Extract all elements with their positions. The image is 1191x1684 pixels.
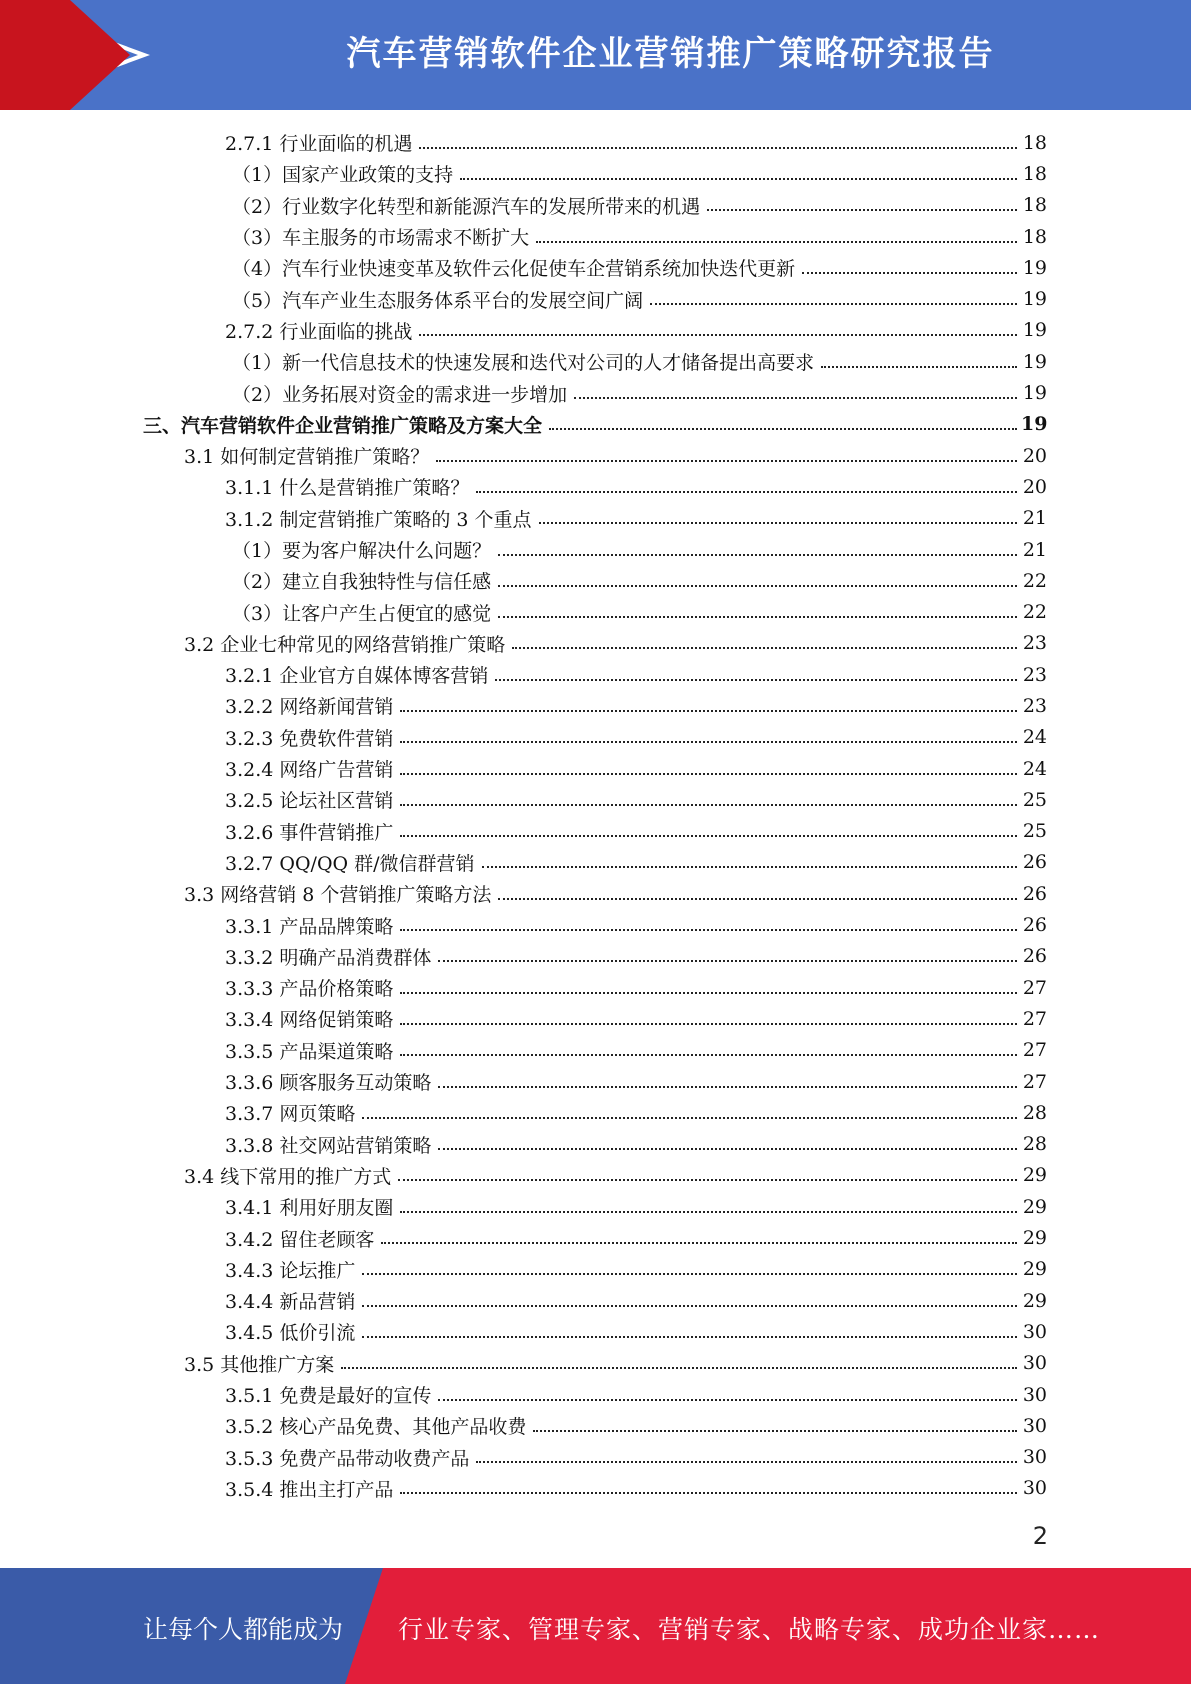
toc-entry-page: 21 xyxy=(1022,538,1047,561)
toc-entry[interactable] xyxy=(0,565,1191,596)
toc-entry-label: 3.3.4 网络促销策略 xyxy=(225,1005,396,1032)
toc-entry[interactable] xyxy=(0,596,1191,627)
toc-entry[interactable] xyxy=(0,283,1191,314)
toc-entry-page: 26 xyxy=(1022,945,1047,968)
toc-entry[interactable] xyxy=(0,753,1191,784)
toc-dot-leader xyxy=(436,460,1017,462)
toc-entry-label: 3.2.1 企业官方自媒体博客营销 xyxy=(225,661,491,688)
toc-entry[interactable] xyxy=(0,534,1191,565)
toc-entry[interactable] xyxy=(0,1066,1191,1097)
toc-dot-leader xyxy=(533,1430,1017,1432)
toc-entry[interactable] xyxy=(0,1097,1191,1128)
toc-dot-leader xyxy=(362,1117,1017,1119)
toc-entry[interactable] xyxy=(0,409,1191,440)
toc-entry-label: 3.3.3 产品价格策略 xyxy=(225,974,396,1001)
toc-entry-label: 3.3.6 顾客服务互动策略 xyxy=(225,1068,434,1095)
toc-entry[interactable] xyxy=(0,1003,1191,1034)
toc-entry-page: 18 xyxy=(1022,162,1047,185)
toc-dot-leader xyxy=(362,1273,1017,1275)
toc-dot-leader xyxy=(460,178,1017,180)
toc-entry-page: 18 xyxy=(1022,225,1047,248)
toc-dot-leader xyxy=(381,1242,1017,1244)
toc-entry[interactable] xyxy=(0,1316,1191,1347)
toc-dot-leader xyxy=(438,1399,1017,1401)
toc-entry-label: 3.1 如何制定营销推广策略？ xyxy=(184,442,432,469)
toc-dot-leader xyxy=(476,491,1017,493)
toc-dot-leader xyxy=(362,1336,1017,1338)
toc-entry-page: 28 xyxy=(1022,1101,1047,1124)
toc-dot-leader xyxy=(498,585,1017,587)
toc-entry-page: 28 xyxy=(1022,1133,1047,1156)
toc-dot-leader xyxy=(400,992,1017,994)
toc-entry-label: 3.2.5 论坛社区营销 xyxy=(225,786,396,813)
toc-dot-leader xyxy=(419,147,1017,149)
toc-entry[interactable] xyxy=(0,503,1191,534)
toc-entry[interactable] xyxy=(0,471,1191,502)
toc-entry-page: 29 xyxy=(1022,1195,1047,1218)
toc-entry-page: 18 xyxy=(1022,131,1047,154)
toc-entry-label: 2.7.2 行业面临的挑战 xyxy=(225,317,415,344)
header-red-arrow-icon xyxy=(70,0,130,110)
toc-entry-label: （5）汽车产业生态服务体系平台的发展空间广阔 xyxy=(232,286,646,313)
toc-entry-label: 3.3.1 产品品牌策略 xyxy=(225,912,396,939)
toc-entry-label: （2）行业数字化转型和新能源汽车的发展所带来的机遇 xyxy=(232,192,703,219)
toc-entry[interactable] xyxy=(0,1285,1191,1316)
toc-entry-label: 3.4.2 留住老顾客 xyxy=(225,1225,377,1252)
toc-dot-leader xyxy=(498,898,1017,900)
toc-entry[interactable] xyxy=(0,221,1191,252)
toc-entry-page: 23 xyxy=(1022,663,1047,686)
toc-entry-page: 26 xyxy=(1022,851,1047,874)
toc-entry-label: 3.2.3 免费软件营销 xyxy=(225,724,396,751)
toc-entry-label: 3.5.4 推出主打产品 xyxy=(225,1475,396,1502)
toc-entry[interactable] xyxy=(0,1441,1191,1472)
toc-entry-page: 27 xyxy=(1022,1070,1047,1093)
toc-entry-label: 3.5 其他推广方案 xyxy=(184,1350,337,1377)
toc-dot-leader xyxy=(400,929,1017,931)
toc-entry[interactable] xyxy=(0,1035,1191,1066)
toc-entry-label: 3.3 网络营销 8 个营销推广策略方法 xyxy=(184,880,494,907)
footer-slogan-left: 让每个人都能成为 xyxy=(143,1615,344,1644)
toc-entry-label: 3.2.2 网络新闻营销 xyxy=(225,692,396,719)
toc-entry-label: （1）新一代信息技术的快速发展和迭代对公司的人才储备提出高要求 xyxy=(232,348,817,375)
toc-dot-leader xyxy=(498,616,1017,618)
toc-entry-page: 19 xyxy=(1022,382,1047,405)
toc-entry-page: 24 xyxy=(1022,757,1047,780)
toc-entry[interactable] xyxy=(0,346,1191,377)
toc-entry-page: 29 xyxy=(1022,1164,1047,1187)
toc-entry-page: 27 xyxy=(1022,976,1047,999)
toc-entry-page: 27 xyxy=(1022,1007,1047,1030)
toc-entry-label: 3.4.5 低价引流 xyxy=(225,1318,358,1345)
toc-dot-leader xyxy=(539,522,1017,524)
toc-dot-leader xyxy=(400,1492,1017,1494)
toc-entry[interactable] xyxy=(0,1348,1191,1379)
toc-dot-leader xyxy=(476,1461,1017,1463)
toc-entry[interactable] xyxy=(0,972,1191,1003)
toc-entry[interactable] xyxy=(0,1129,1191,1160)
toc-entry-label: 3.5.3 免费产品带动收费产品 xyxy=(225,1444,472,1471)
toc-dot-leader xyxy=(398,1179,1017,1181)
toc-entry-page: 24 xyxy=(1022,726,1047,749)
toc-entry-page: 29 xyxy=(1022,1258,1047,1281)
toc-entry-page: 29 xyxy=(1022,1227,1047,1250)
toc-entry-label: 3.5.1 免费是最好的宣传 xyxy=(225,1381,434,1408)
toc-entry-label: （3）车主服务的市场需求不断扩大 xyxy=(232,223,532,250)
toc-entry-label: 3.3.2 明确产品消费群体 xyxy=(225,943,434,970)
toc-entry-page: 18 xyxy=(1022,194,1047,217)
toc-entry-label: 3.2.7 QQ/QQ 群/微信群营销 xyxy=(225,849,478,876)
toc-dot-leader xyxy=(400,1023,1017,1025)
toc-dot-leader xyxy=(482,866,1017,868)
toc-dot-leader xyxy=(341,1367,1017,1369)
toc-entry[interactable] xyxy=(0,909,1191,940)
toc-entry-label: 3.2 企业七种常见的网络营销推广策略 xyxy=(184,630,508,657)
toc-dot-leader xyxy=(802,272,1017,274)
table-of-contents xyxy=(0,127,1191,1504)
toc-entry[interactable] xyxy=(0,659,1191,690)
header-red-block xyxy=(0,0,70,110)
toc-entry-page: 30 xyxy=(1022,1383,1047,1406)
toc-entry-page: 29 xyxy=(1022,1289,1047,1312)
toc-entry[interactable] xyxy=(0,816,1191,847)
toc-entry[interactable] xyxy=(0,158,1191,189)
toc-entry[interactable] xyxy=(0,784,1191,815)
toc-entry[interactable] xyxy=(0,628,1191,659)
toc-entry[interactable] xyxy=(0,1473,1191,1504)
toc-entry-label: （1）国家产业政策的支持 xyxy=(232,160,456,187)
toc-entry-label: 3.2.4 网络广告营销 xyxy=(225,755,396,782)
toc-dot-leader xyxy=(650,303,1017,305)
toc-entry-label: 3.2.6 事件营销推广 xyxy=(225,818,396,845)
toc-entry-page: 20 xyxy=(1022,475,1047,498)
toc-entry[interactable] xyxy=(0,127,1191,158)
toc-dot-leader xyxy=(400,835,1017,837)
toc-entry-page: 30 xyxy=(1022,1477,1047,1500)
toc-entry-page: 19 xyxy=(1022,256,1047,279)
toc-entry[interactable] xyxy=(0,1379,1191,1410)
toc-dot-leader xyxy=(574,397,1017,399)
toc-entry-page: 30 xyxy=(1022,1352,1047,1375)
toc-entry[interactable] xyxy=(0,1160,1191,1191)
toc-entry-page: 22 xyxy=(1022,569,1047,592)
toc-dot-leader xyxy=(512,647,1017,649)
toc-entry-page: 19 xyxy=(1022,350,1047,373)
toc-entry-label: 3.4.4 新品营销 xyxy=(225,1287,358,1314)
toc-dot-leader xyxy=(400,710,1017,712)
toc-entry[interactable] xyxy=(0,722,1191,753)
toc-entry[interactable] xyxy=(0,377,1191,408)
toc-dot-leader xyxy=(362,1305,1017,1307)
toc-entry-page: 25 xyxy=(1022,788,1047,811)
toc-entry[interactable] xyxy=(0,1410,1191,1441)
toc-entry-label: （2）建立自我独特性与信任感 xyxy=(232,567,494,594)
toc-dot-leader xyxy=(549,428,1017,430)
toc-entry-page: 26 xyxy=(1022,914,1047,937)
toc-dot-leader xyxy=(498,554,1017,556)
report-title: 汽车营销软件企业营销推广策略研究报告 xyxy=(346,34,995,74)
footer-banner xyxy=(0,1568,1191,1684)
toc-dot-leader xyxy=(400,773,1017,775)
toc-entry-page: 25 xyxy=(1022,820,1047,843)
toc-entry[interactable] xyxy=(0,440,1191,471)
toc-entry-label: 三、汽车营销软件企业营销推广策略及方案大全 xyxy=(143,411,545,438)
toc-entry-page: 30 xyxy=(1022,1414,1047,1437)
toc-dot-leader xyxy=(438,960,1017,962)
footer-slogan-right: 行业专家、管理专家、营销专家、战略专家、成功企业家…… xyxy=(398,1615,1101,1644)
toc-entry[interactable] xyxy=(0,878,1191,909)
toc-entry-page: 26 xyxy=(1022,882,1047,905)
toc-entry-page: 30 xyxy=(1022,1320,1047,1343)
toc-entry-page: 23 xyxy=(1022,694,1047,717)
toc-entry-page: 27 xyxy=(1022,1039,1047,1062)
toc-entry-page: 19 xyxy=(1021,413,1048,436)
toc-entry-label: （3）让客户产生占便宜的感觉 xyxy=(232,599,494,626)
toc-entry[interactable] xyxy=(0,315,1191,346)
toc-dot-leader xyxy=(400,1054,1017,1056)
toc-entry-label: 3.4.3 论坛推广 xyxy=(225,1256,358,1283)
header-banner xyxy=(0,0,1191,110)
toc-dot-leader xyxy=(707,209,1017,211)
page-number: 2 xyxy=(1032,1522,1048,1550)
toc-dot-leader xyxy=(400,804,1017,806)
toc-dot-leader xyxy=(438,1148,1017,1150)
toc-entry-label: （4）汽车行业快速变革及软件云化促使车企营销系统加快迭代更新 xyxy=(232,254,798,281)
toc-entry[interactable] xyxy=(0,941,1191,972)
toc-dot-leader xyxy=(495,679,1017,681)
toc-entry[interactable] xyxy=(0,847,1191,878)
toc-entry-label: （2）业务拓展对资金的需求进一步增加 xyxy=(232,380,570,407)
toc-entry[interactable] xyxy=(0,190,1191,221)
toc-entry-label: 3.3.8 社交网站营销策略 xyxy=(225,1131,434,1158)
toc-entry-page: 19 xyxy=(1022,319,1047,342)
toc-dot-leader xyxy=(400,741,1017,743)
toc-entry-page: 23 xyxy=(1022,632,1047,655)
toc-entry-label: （1）要为客户解决什么问题？ xyxy=(232,536,494,563)
toc-entry-label: 3.1.2 制定营销推广策略的 3 个重点 xyxy=(225,505,535,532)
toc-entry-label: 2.7.1 行业面临的机遇 xyxy=(225,129,415,156)
toc-entry-label: 3.3.5 产品渠道策略 xyxy=(225,1037,396,1064)
toc-entry[interactable] xyxy=(0,1222,1191,1253)
toc-entry-label: 3.5.2 核心产品免费、其他产品收费 xyxy=(225,1412,529,1439)
toc-entry-page: 19 xyxy=(1022,288,1047,311)
toc-entry-label: 3.4.1 利用好朋友圈 xyxy=(225,1193,396,1220)
toc-entry[interactable] xyxy=(0,690,1191,721)
toc-entry[interactable] xyxy=(0,1254,1191,1285)
toc-entry-page: 30 xyxy=(1022,1446,1047,1469)
toc-dot-leader xyxy=(400,1211,1017,1213)
toc-entry-label: 3.4 线下常用的推广方式 xyxy=(184,1162,394,1189)
toc-entry-label: 3.1.1 什么是营销推广策略？ xyxy=(225,473,472,500)
toc-dot-leader xyxy=(438,1086,1017,1088)
toc-dot-leader xyxy=(536,241,1017,243)
toc-entry-page: 20 xyxy=(1022,444,1047,467)
toc-dot-leader xyxy=(419,334,1017,336)
toc-entry-page: 21 xyxy=(1022,507,1047,530)
toc-entry[interactable] xyxy=(0,252,1191,283)
toc-dot-leader xyxy=(821,366,1017,368)
toc-entry-page: 22 xyxy=(1022,601,1047,624)
toc-entry[interactable] xyxy=(0,1191,1191,1222)
toc-entry-label: 3.3.7 网页策略 xyxy=(225,1099,358,1126)
